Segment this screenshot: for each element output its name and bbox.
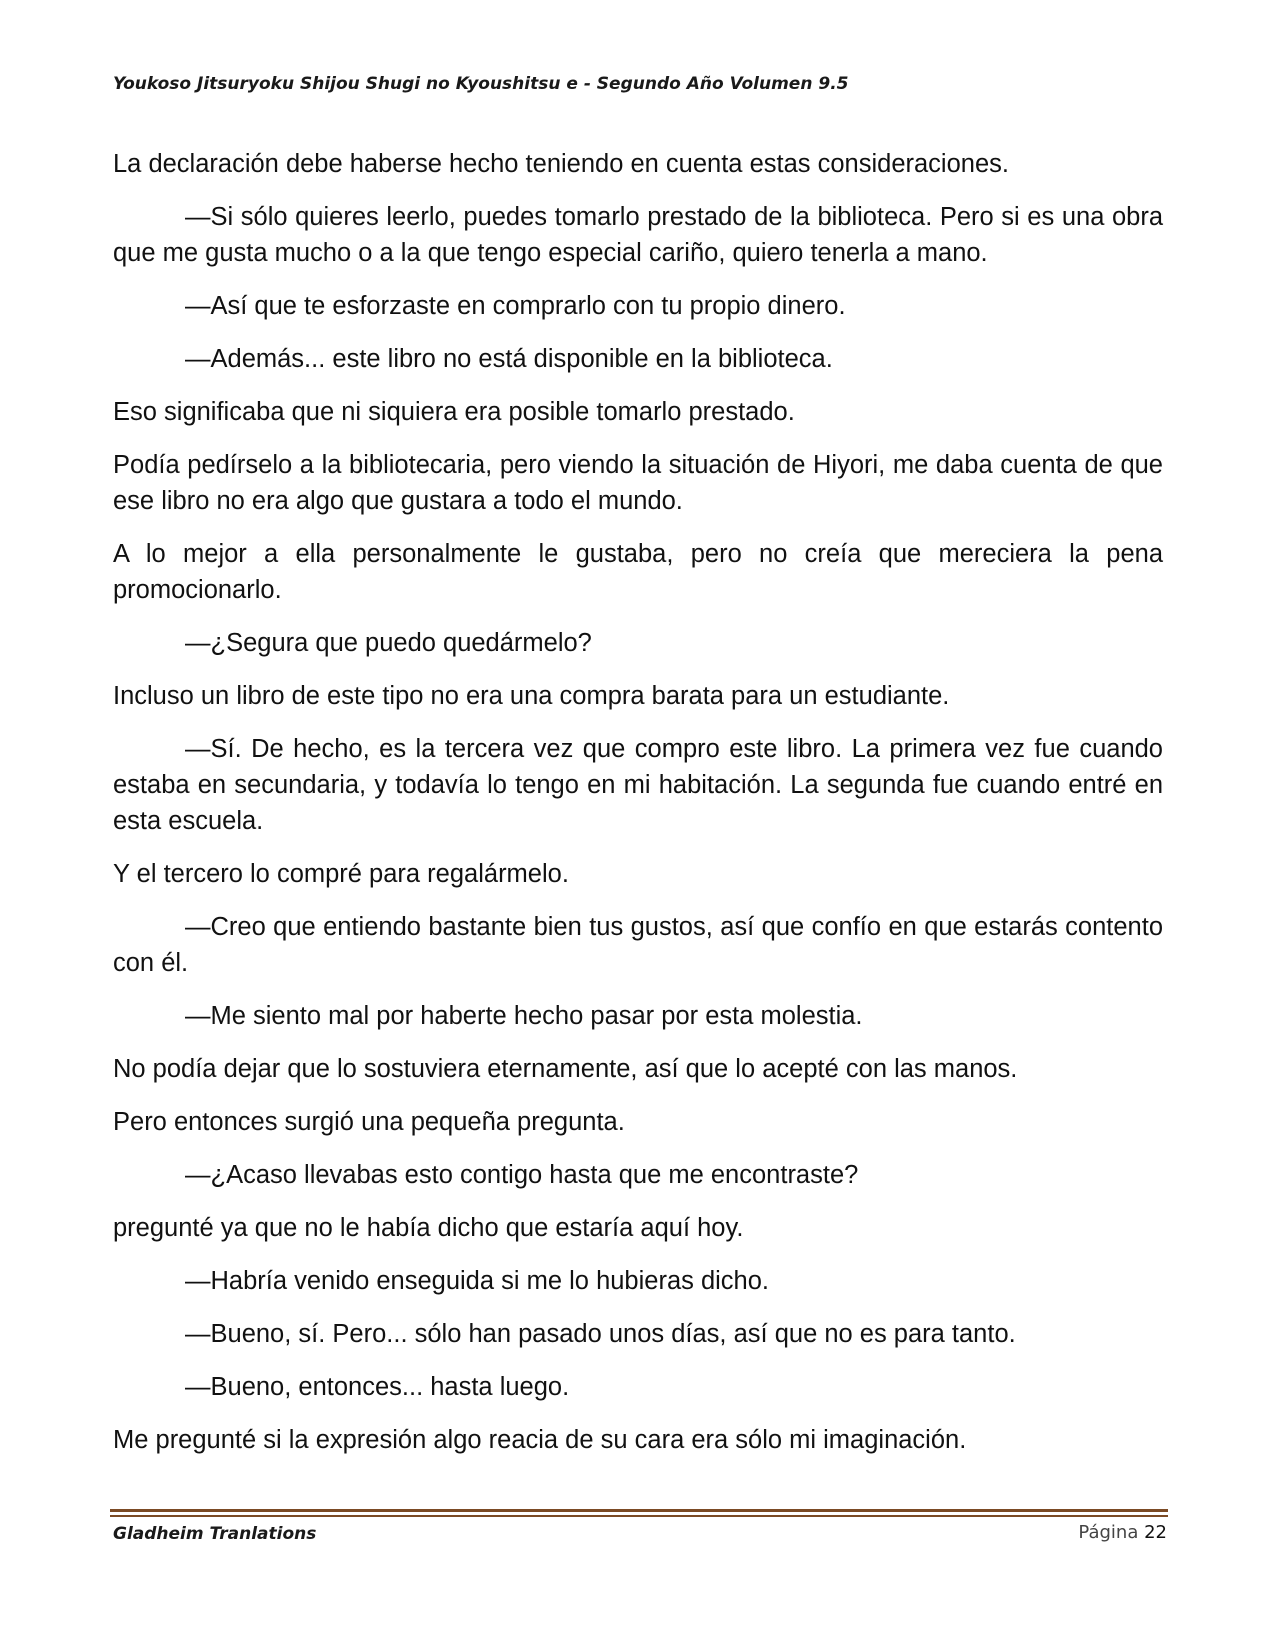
page-label: Página (1078, 1522, 1139, 1543)
paragraph-1: La declaración debe haberse hecho teniendo en cuenta estas consideraciones. (113, 150, 1009, 178)
footer-divider-thick (110, 1509, 1168, 1512)
paragraph-19: —Bueno, sí. Pero... sólo han pasado unos días, así que no es para tanto. (185, 1320, 1016, 1348)
page-body (113, 146, 1163, 1475)
paragraph-7: A lo mejor a ella personalmente le gustaba, pero no creía que mereciera la pena promocionarlo. (113, 540, 1163, 604)
page-number: 22 (1144, 1522, 1167, 1543)
paragraph-14: No podía dejar que lo sostuviera eternamente, así que lo acepté con las manos. (113, 1055, 1018, 1083)
paragraph-20: —Bueno, entonces... hasta luego. (185, 1373, 570, 1401)
footer-divider-thin (110, 1515, 1168, 1517)
paragraph-15: Pero entonces surgió una pequeña pregunta. (113, 1108, 625, 1136)
paragraph-16: —¿Acaso llevabas esto contigo hasta que me encontraste? (185, 1161, 859, 1189)
paragraph-9: Incluso un libro de este tipo no era una compra barata para un estudiante. (113, 682, 950, 710)
page-header-title: Youkoso Jitsuryoku Shijou Shugi no Kyoushitsu e - Segundo Año Volumen 9.5 (113, 74, 849, 94)
paragraph-13: —Me siento mal por haberte hecho pasar por esta molestia. (185, 1002, 863, 1030)
paragraph-5: Eso significaba que ni siquiera era posible tomarlo prestado. (113, 398, 795, 426)
paragraph-8: —¿Segura que puedo quedármelo? (185, 629, 592, 657)
page-number-block (1078, 1522, 1167, 1543)
paragraph-10: —Sí. De hecho, es la tercera vez que compro este libro. La primera vez fue cuando estaba en secundaria, y todavía lo tengo en mi habitación. La segunda fue cuando entré en esta escuela. (113, 735, 1163, 835)
footer-credit: Gladheim Tranlations (113, 1524, 317, 1544)
paragraph-3: —Así que te esforzaste en comprarlo con tu propio dinero. (185, 292, 846, 320)
paragraph-21: Me pregunté si la expresión algo reacia de su cara era sólo mi imaginación. (113, 1426, 967, 1454)
paragraph-2: —Si sólo quieres leerlo, puedes tomarlo prestado de la biblioteca. Pero si es una obra que me gusta mucho o a la que tengo especial cariño, quiero tenerla a mano. (113, 203, 1163, 267)
paragraph-4: —Además... este libro no está disponible en la biblioteca. (185, 345, 833, 373)
paragraph-18: —Habría venido enseguida si me lo hubieras dicho. (185, 1267, 770, 1295)
paragraph-6: Podía pedírselo a la bibliotecaria, pero viendo la situación de Hiyori, me daba cuenta de que ese libro no era algo que gustara a todo el mundo. (113, 451, 1163, 515)
paragraph-17: pregunté ya que no le había dicho que estaría aquí hoy. (113, 1214, 744, 1242)
paragraph-11: Y el tercero lo compré para regalármelo. (113, 860, 569, 888)
paragraph-12: —Creo que entiendo bastante bien tus gustos, así que confío en que estarás contento con él. (113, 913, 1163, 977)
